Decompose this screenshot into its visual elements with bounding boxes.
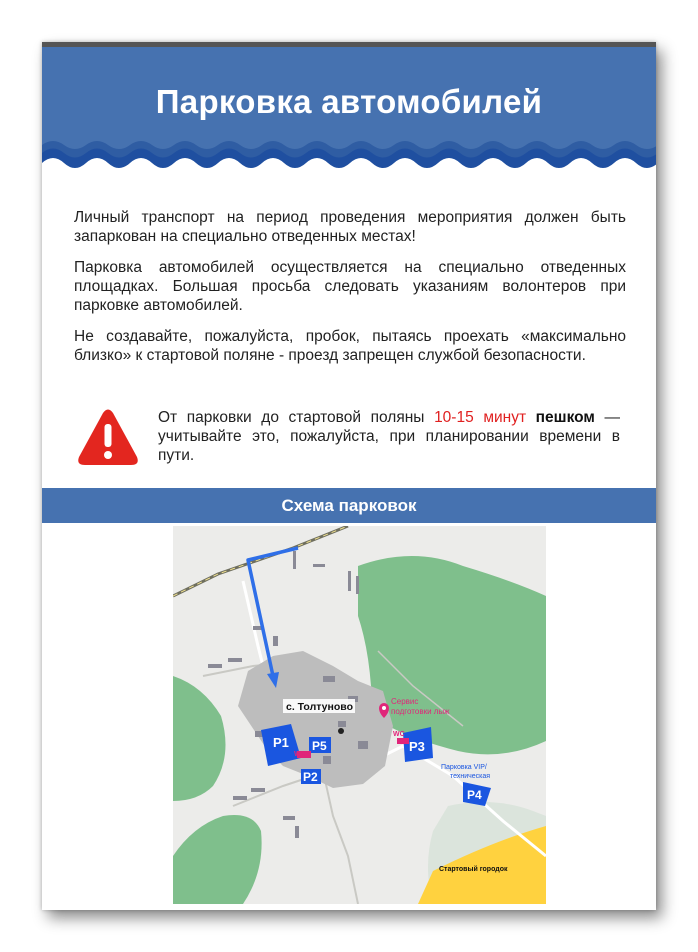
wc-marker	[397, 738, 409, 744]
info-card	[42, 42, 656, 910]
warning-space	[526, 409, 536, 426]
parking-zone-p5	[309, 737, 331, 753]
walking-time-warning	[74, 408, 626, 478]
walking-time: 10-15 минут	[434, 409, 527, 426]
intro-paragraph: Не создавайте, пожалуйста, пробок, пытаясь проехать «максимально близко» к стартовой поляне - проезд запрещен службой безопасности.	[74, 328, 626, 364]
page-title: Парковка автомобилей	[155, 83, 543, 120]
parking-label: P5	[312, 739, 327, 753]
intro-text	[74, 208, 626, 377]
start-label: Стартовый городок	[439, 866, 508, 873]
service-label: подготовки лыж	[391, 707, 450, 716]
walk-mode: пешком	[535, 409, 595, 426]
warning-text-part: — учитывайте это, пожалуйста, при планировании времени в пути.	[158, 409, 620, 464]
parking-label: P3	[409, 739, 425, 754]
warning-text	[158, 408, 620, 465]
warning-text-part: От парковки до стартовой поляны	[158, 409, 435, 426]
intro-paragraph: Личный транспорт на период проведения мероприятия должен быть запаркован на специально отведенных местах!	[74, 209, 626, 245]
wc-label: WC	[294, 751, 306, 758]
wc-label: WC	[393, 731, 405, 738]
vip-label: Парковка VIP/	[441, 764, 487, 771]
parking-map	[173, 526, 546, 904]
village-center-icon	[338, 728, 344, 734]
village-label: с. Толтуново	[286, 701, 353, 713]
intro-paragraph: Парковка автомобилей осуществляется на специально отведенных площадках. Большая просьба следовать указаниям волонтеров при парковке автомобилей.	[74, 259, 626, 314]
parking-zone-p2	[301, 769, 321, 784]
parking-label: P2	[303, 770, 318, 784]
wave-decoration	[42, 139, 656, 179]
parking-label: P1	[273, 735, 289, 750]
service-label: Сервис	[391, 697, 419, 706]
vip-label: техническая	[450, 773, 491, 780]
parking-label: P4	[467, 788, 482, 802]
header-banner	[42, 47, 656, 177]
scheme-heading: Схема парковок	[42, 488, 656, 523]
parking-zone-p3	[403, 727, 433, 762]
warning-triangle-icon	[77, 409, 139, 467]
